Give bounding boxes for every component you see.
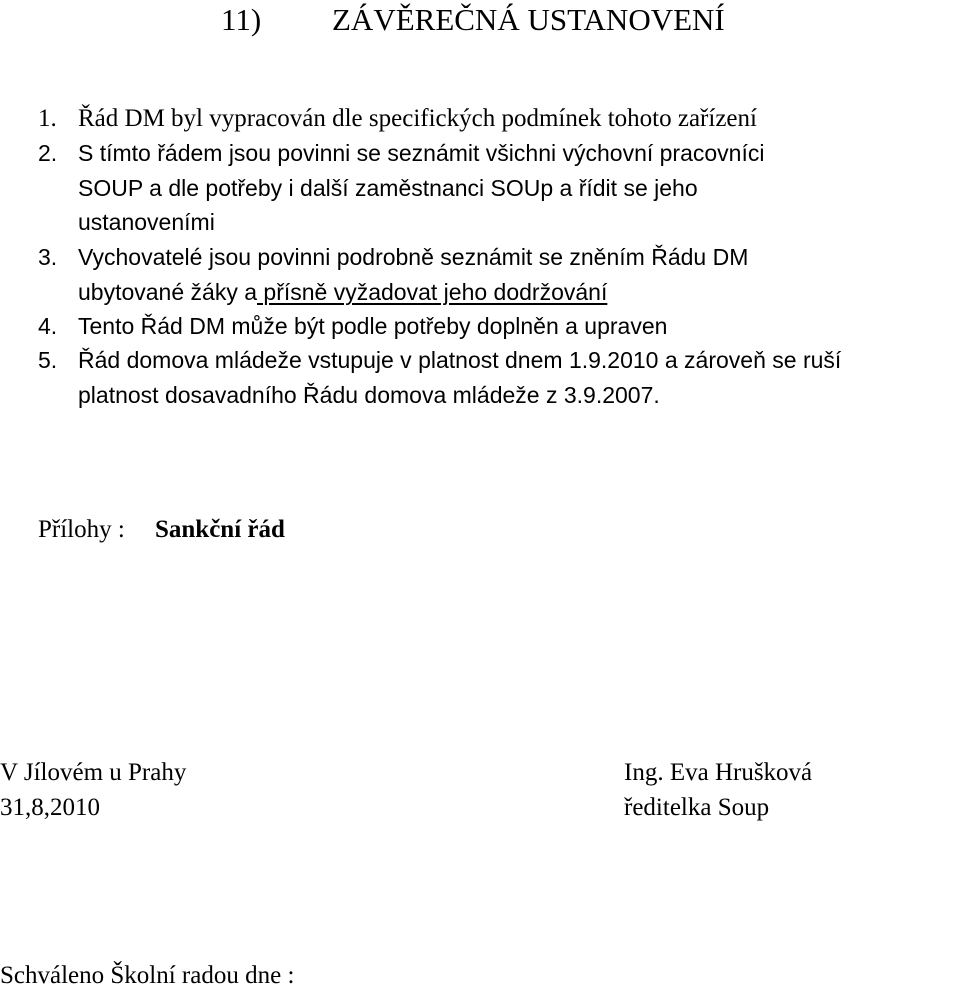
list-item-2-line-3: ustanoveními [78, 209, 215, 235]
signature-role: ředitelka Soup [624, 794, 770, 821]
list-item-1 [38, 102, 757, 136]
signature-name: Ing. Eva Hrušková [624, 759, 813, 786]
list-item-number: 4. [38, 313, 58, 339]
signature-date: 31,8,2010 [0, 794, 100, 821]
list-item-number: 3. [38, 244, 58, 270]
signature-place: V Jílovém u Prahy [0, 759, 187, 786]
list-item-2-line-2: SOUP a dle potřeby i další zaměstnanci SOUp a řídit se jeho [78, 175, 698, 201]
list-item-text: S tímto řádem jsou povinni se seznámit všichni výchovní pracovníci [78, 140, 765, 166]
attachments-label: Přílohy : [38, 516, 125, 543]
attachments-value: Sankční řád [155, 516, 285, 543]
section-title: ZÁVĚREČNÁ USTANOVENÍ [332, 2, 725, 37]
section-number: 11) [221, 2, 262, 37]
list-item-text: Vychovatelé jsou povinni podrobně seznámit se zněním Řádu DM [78, 244, 749, 270]
list-item-number: 5. [38, 347, 58, 373]
list-item-text: Tento Řád DM může být podle potřeby doplněn a upraven [78, 313, 668, 339]
list-item-number: 2. [38, 140, 58, 166]
list-item-3 [38, 240, 748, 274]
list-item-text-plain: ubytované žáky a [78, 279, 258, 305]
list-item-text: Řád DM byl vypracován dle specifických podmínek tohoto zařízení [78, 105, 757, 132]
list-item-5-line-2: platnost dosavadního Řádu domova mládeže z 3.9.2007. [78, 382, 660, 408]
approval-line: Schváleno Školní radou dne : [0, 962, 295, 989]
list-item-text: Řád domova mládeže vstupuje v platnost dnem 1.9.2010 a zároveň se ruší [78, 347, 842, 373]
list-item-text-underlined: přísně vyžadovat jeho dodržování [257, 279, 608, 305]
list-item-2 [38, 136, 764, 170]
list-item-4 [38, 309, 667, 343]
list-item-5 [38, 343, 841, 377]
list-item-number: 1. [38, 105, 57, 132]
list-item-3-line-2 [78, 275, 607, 309]
